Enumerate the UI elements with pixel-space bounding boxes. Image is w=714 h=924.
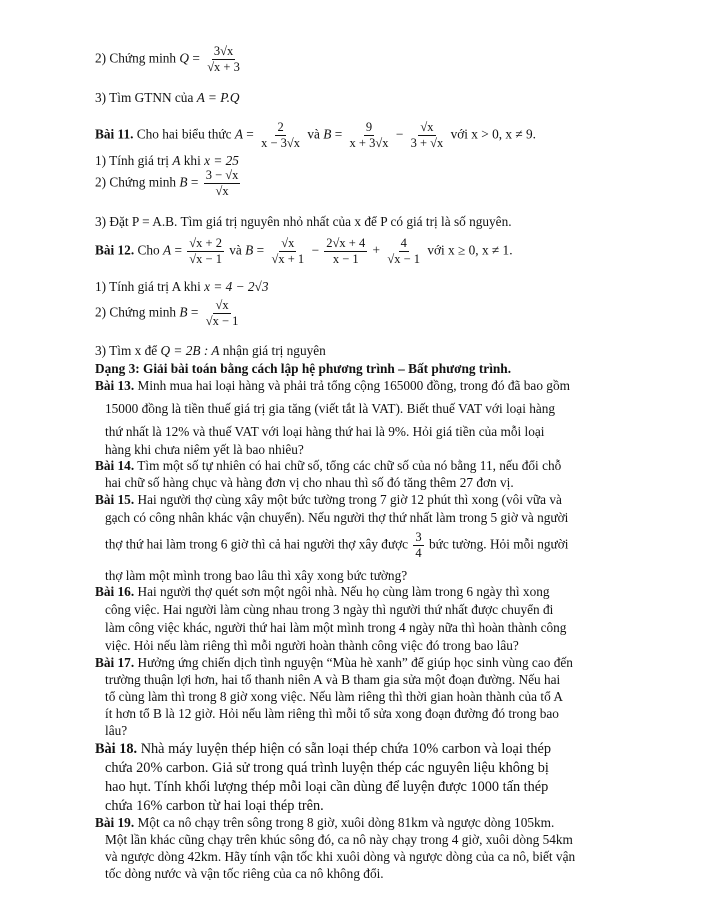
text: Tìm một số tự nhiên có hai chữ số, tổng các chữ số của nó bằng 11, nếu đổi chỗ xyxy=(137,458,562,473)
exercise-17-line-4: ít hơn tổ B là 12 giờ. Hỏi nếu làm riêng thì mỗi tổ sửa xong đoạn đường đó trong bao xyxy=(105,706,559,721)
exercise-11-statement: Bài 11. Cho hai biểu thức A = $\frac{2}{x - 3√x}$ và B = $\frac{9}{x + 3√x}$ − $\frac{√x}{3 + √x}$ với x > 0, x ≠ 9. xyxy=(95,120,536,150)
line-prove-q: 2) Chứng minh Q = $\frac{3√x}{√x + 3}$ xyxy=(95,44,240,74)
exercise-18-line-1 xyxy=(95,741,551,757)
text: 3) Tìm x để xyxy=(95,343,158,358)
exercise-17-line-2: trường thuận lợi hơn, hai tổ thanh niên A và B tham gia sửa một đoạn đường. Nếu hai xyxy=(105,672,561,687)
text: 1) Tính giá trị A khi xyxy=(95,279,201,294)
denominator: √x − 1 xyxy=(189,252,222,266)
exercise-label: Bài 16. xyxy=(95,584,135,599)
fraction xyxy=(269,236,306,267)
exercise-label: Bài 14. xyxy=(95,458,135,473)
fraction xyxy=(324,236,367,267)
text: Hai người thợ quét sơn một ngôi nhà. Nếu họ cùng làm trong 6 ngày thì xong xyxy=(137,584,550,599)
exercise-label: Bài 18. xyxy=(95,741,138,757)
exercise-16-line-3: làm công việc khác, người thứ hai làm một mình trong 4 ngày nữa thì hoàn thành công xyxy=(105,620,567,635)
exercise-17-line-5: lâu? xyxy=(105,723,128,738)
numerator: 9 xyxy=(365,120,373,134)
exercise-12-q1 xyxy=(95,279,268,295)
text: 2) Chứng minh xyxy=(95,304,177,320)
exercise-19-line-4: tốc dòng nước và vận tốc riêng của ca nô không đổi. xyxy=(105,866,384,881)
denominator: √x + 3 xyxy=(207,60,240,74)
exercise-16-line-2: công việc. Hai người làm cùng nhau trong 3 ngày thì người thứ nhất được chuyển đi xyxy=(105,602,554,617)
denominator: 4 xyxy=(415,546,422,560)
text: Một ca nô chạy trên sông trong 8 giờ, xuôi dòng 81km và ngược dòng 105km. xyxy=(137,815,555,830)
math-expr: A = P.Q xyxy=(196,90,240,105)
text: và xyxy=(229,242,242,258)
numerator: √x xyxy=(281,236,295,250)
denominator: √x − 1 xyxy=(387,252,421,266)
exercise-17-line-3: tổ cùng làm thì trong 8 giờ xong việc. Nếu làm riêng thì thời gian hoàn thành của tổ A xyxy=(105,689,563,704)
numerator: √x xyxy=(215,298,229,312)
exercise-label: Bài 17. xyxy=(95,655,135,670)
fraction xyxy=(348,120,391,151)
exercise-12-q2: 2) Chứng minh B = $\frac{√x}{√x - 1}$ xyxy=(95,298,239,328)
exercise-13-line-1 xyxy=(95,378,570,394)
fraction xyxy=(259,120,302,151)
line-min-a xyxy=(95,90,240,106)
denominator: √x + 1 xyxy=(271,252,305,266)
math-var: B xyxy=(179,304,188,320)
math-var: A xyxy=(172,153,181,168)
numerator: 2√x + 4 xyxy=(326,236,366,250)
exercise-15-line-4: thợ làm một mình trong bao lâu thì xây xong bức tường? xyxy=(105,568,408,583)
section-heading: Dạng 3: Giải bài toán bằng cách lập hệ phương trình – Bất phương trình. xyxy=(95,361,512,376)
fraction xyxy=(413,530,423,561)
math-expr: x = 4 − 2√3 xyxy=(204,279,269,294)
exercise-12-q3 xyxy=(95,343,326,359)
numerator: √x xyxy=(420,120,434,134)
exercise-label: Bài 19. xyxy=(95,815,135,830)
fraction xyxy=(205,44,242,75)
text: 2) Chứng minh xyxy=(95,174,177,190)
numerator: √x + 2 xyxy=(189,236,222,250)
numerator: 3 − √x xyxy=(205,168,239,182)
exercise-label: Bài 13. xyxy=(95,378,135,393)
fraction xyxy=(204,168,241,199)
text: thợ thứ hai làm trong 6 giờ thì cả hai người thợ xây được xyxy=(105,536,409,552)
denominator: √x xyxy=(215,184,229,198)
exercise-19-line-2: Một lần khác cũng chạy trên khúc sông đó, ca nô này chạy trong 4 giờ, xuôi dòng 54km xyxy=(105,832,573,847)
text: 3) Đặt P = A.B. Tìm giá trị nguyên nhỏ nhất của x để P có giá trị là số nguyên. xyxy=(95,214,512,229)
denominator: √x − 1 xyxy=(205,314,239,328)
exercise-11-q1 xyxy=(95,153,239,169)
condition: với x > 0, x ≠ 9. xyxy=(450,126,536,142)
exercise-17-line-1 xyxy=(95,655,573,671)
exercise-14-line-2: hai chữ số hàng chục và hàng đơn vị cho nhau thì số đó tăng thêm 27 đơn vị. xyxy=(105,475,514,490)
text: và xyxy=(307,126,320,142)
text: Minh mua hai loại hàng và phải trả tổng cộng 165000 đồng, trong đó đã bao gồm xyxy=(137,378,570,393)
denominator: x − 3√x xyxy=(261,136,301,150)
exercise-12-statement: Bài 12. Cho A = $\frac{√x + 2}{√x - 1}$ và B = $\frac{√x}{√x + 1}$ − $\frac{2√x + 4}{x - 1}$ + $\frac{4}{√x - 1}$ với x ≥ 0, x ≠ 1. xyxy=(95,236,513,266)
exercise-19-line-1 xyxy=(95,815,554,831)
math-var: B xyxy=(245,242,254,258)
exercise-11-q2: 2) Chứng minh B = $\frac{3 - √x}{√x}$ xyxy=(95,168,239,198)
text: khi xyxy=(183,153,201,168)
text: Hai người thợ cùng xây một bức tường trong 7 giờ 12 phút thì xong (vôi vữa và xyxy=(137,492,562,507)
exercise-18-line-4: chứa 16% carbon từ hai loại thép trên. xyxy=(105,798,324,814)
exercise-14-line-1 xyxy=(95,458,561,474)
math-var: A xyxy=(234,126,243,142)
numerator: 3 xyxy=(415,530,422,544)
exercise-15-line-3 xyxy=(105,530,568,561)
fraction xyxy=(187,236,224,267)
fraction xyxy=(204,298,241,329)
exercise-label: Bài 11. xyxy=(95,126,134,142)
exercise-13-line-4: hàng khi chưa niêm yết là bao nhiêu? xyxy=(105,442,304,457)
text: nhận giá trị nguyên xyxy=(222,343,326,358)
numerator: 3√x xyxy=(213,44,234,58)
numerator: 2 xyxy=(277,120,284,134)
exercise-11-q3 xyxy=(95,214,512,230)
text: 2) Chứng minh xyxy=(95,50,177,66)
exercise-label: Bài 15. xyxy=(95,492,135,507)
denominator: x + 3√x xyxy=(349,136,389,150)
fraction xyxy=(385,236,422,267)
text: Nhà máy luyện thép hiện có sẵn loại thép chứa 10% carbon và loại thép xyxy=(140,741,551,757)
math-var: B xyxy=(179,174,188,190)
text: 1) Tính giá trị xyxy=(95,153,169,168)
text: bức tường. Hỏi mỗi người xyxy=(429,536,569,552)
text: Cho xyxy=(137,242,160,258)
text: Hưởng ứng chiến dịch tình nguyện “Mùa hè xanh” để giúp học sinh vùng cao đến xyxy=(137,655,573,670)
exercise-13-line-3: thứ nhất là 12% và thuế VAT với loại hàng thứ hai là 9%. Hỏi giá tiền của mỗi loại xyxy=(105,424,545,439)
exercise-18-line-2: chứa 20% carbon. Giả sử trong quá trình luyện thép các nguyên liệu không bị xyxy=(105,760,549,776)
exercise-16-line-4: việc. Hỏi nếu làm riêng thì mỗi người hoàn thành công việc đó trong bao lâu? xyxy=(105,638,519,653)
exercise-15-line-1 xyxy=(95,492,562,508)
text: Cho hai biểu thức xyxy=(136,126,232,142)
condition: với x ≥ 0, x ≠ 1. xyxy=(427,242,513,258)
denominator: x − 1 xyxy=(332,252,359,266)
numerator: 4 xyxy=(400,236,407,250)
math-var: Q xyxy=(179,50,190,66)
math-expr: x = 25 xyxy=(204,153,239,168)
exercise-15-line-2: gạch có công nhân khác vận chuyển). Nếu người thợ thứ nhất làm trong 5 giờ và người xyxy=(105,510,569,525)
math-expr: Q = 2B : A xyxy=(160,343,220,358)
fraction xyxy=(409,120,446,151)
exercise-19-line-3: và ngược dòng 42km. Hãy tính vận tốc khi xuôi dòng và ngược dòng của ca nô, biết vận xyxy=(105,849,576,864)
exercise-label: Bài 12. xyxy=(95,242,135,258)
exercise-18-line-3: hao hụt. Tính khối lượng thép mỗi loại cần dùng để luyện được 1000 tấn thép xyxy=(105,779,549,795)
exercise-16-line-1 xyxy=(95,584,550,600)
math-var: A xyxy=(163,242,172,258)
math-var: B xyxy=(323,126,332,142)
exercise-13-line-2: 15000 đồng là tiền thuế giá trị gia tăng (viết tắt là VAT). Biết thuế VAT với loại hàng xyxy=(105,401,556,416)
text: 3) Tìm GTNN của xyxy=(95,90,194,105)
denominator: 3 + √x xyxy=(410,136,444,150)
